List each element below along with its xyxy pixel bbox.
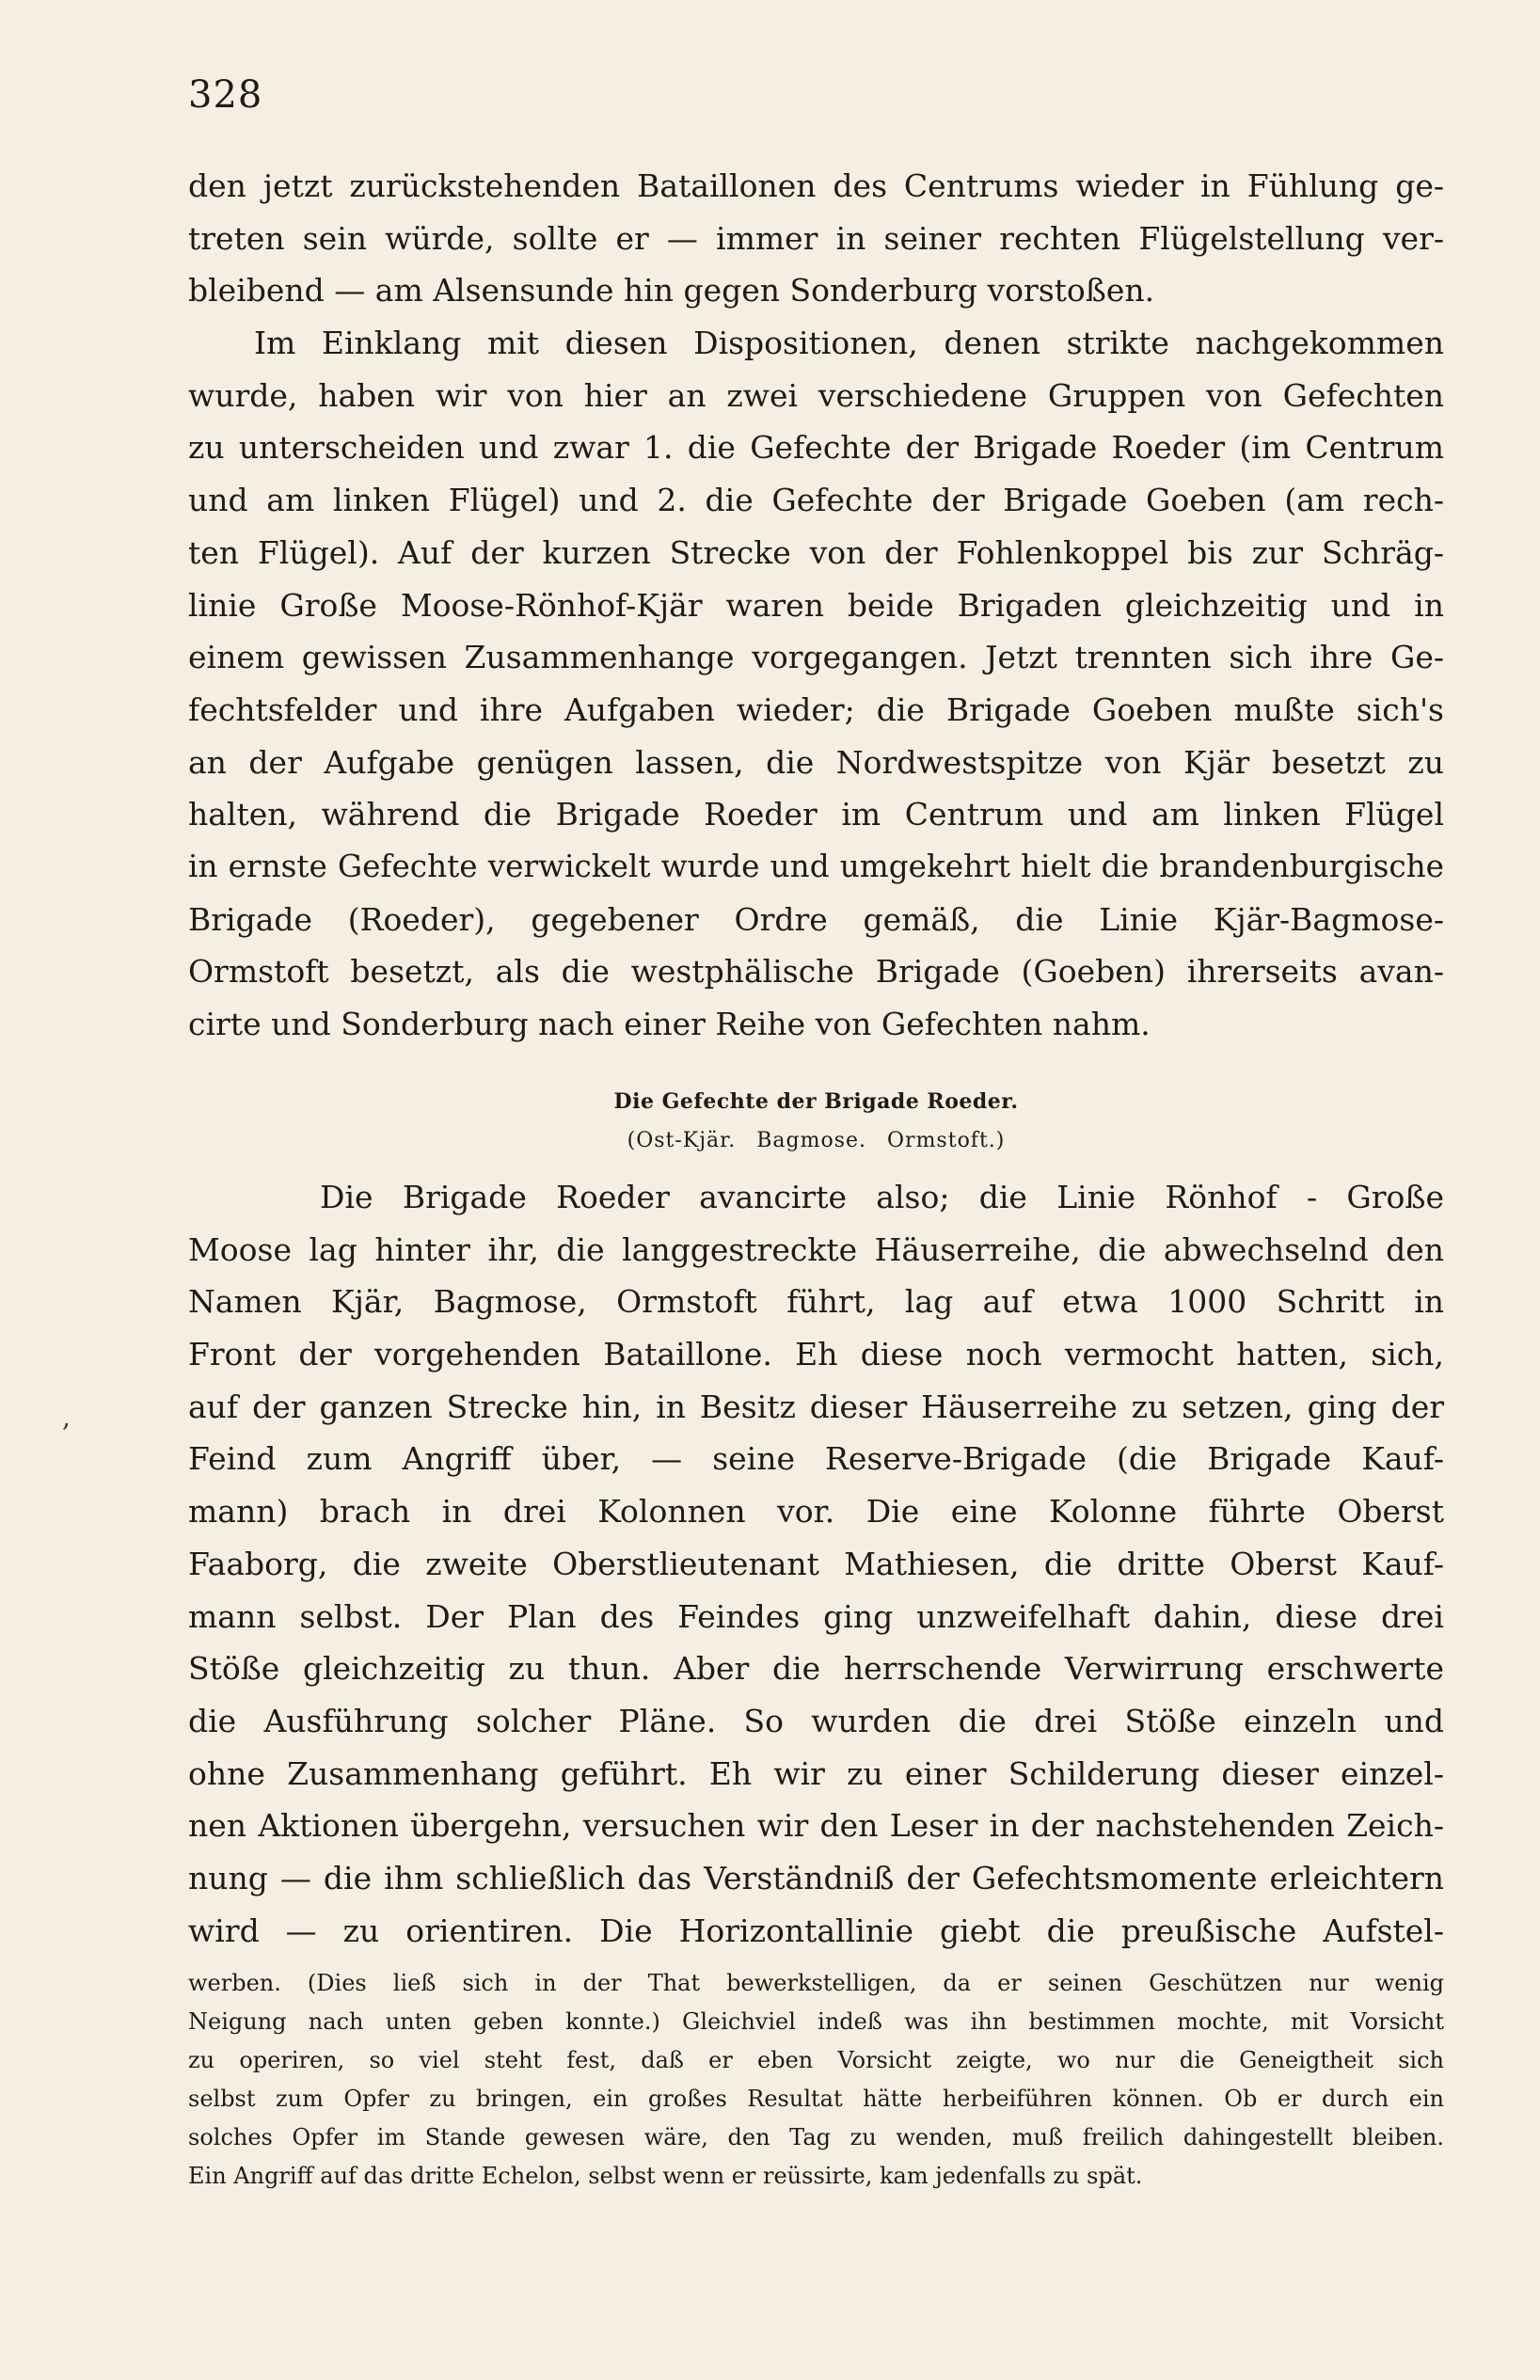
text-line: auf der ganzen Strecke hin, in Besitz dieser Häuserreihe zu setzen, ging der: [188, 1388, 1444, 1425]
text-line: Stöße gleichzeitig zu thun. Aber die herrschende Verwirrung erschwerte: [188, 1650, 1444, 1688]
footnote-line: Ein Angriff auf das dritte Echelon, selbst wenn er reüssirte, kam jedenfalls zu spät.: [188, 2163, 1143, 2189]
text-line: Die Brigade Roeder avancirte also; die Linie Rönhof - Große: [320, 1179, 1444, 1215]
text-line: treten sein würde, sollte er — immer in seiner rechten Flügelstellung ver-: [188, 219, 1444, 257]
text-line: Namen Kjär, Bagmose, Ormstoft führt, lag auf etwa 1000 Schritt in: [188, 1283, 1444, 1321]
text-line: an der Aufgabe genügen lassen, die Nordwestspitze von Kjär besetzt zu: [188, 743, 1444, 781]
upper-text-block: [188, 160, 1444, 1051]
text-line: die Ausführung solcher Pläne. So wurden die drei Stöße einzeln und: [188, 1702, 1444, 1739]
text-line: fechtsfelder und ihre Aufgaben wieder; die Brigade Goeben mußte sich's: [188, 690, 1444, 728]
footnote: [188, 1964, 1444, 2196]
text-line: und am linken Flügel) und 2. die Gefechte der Brigade Goeben (am rech-: [188, 482, 1444, 519]
footnote-line: zu operiren, so viel steht fest, daß er eben Vorsicht zeigte, wo nur die Geneigtheit sich: [188, 2047, 1444, 2073]
text-line: Im Einklang mit diesen Dispositionen, denen strikte nachgekommen: [254, 325, 1444, 362]
footnote-line: werben. (Dies ließ sich in der That bewerkstelligen, da er seinen Geschützen nur wenig: [188, 1970, 1444, 1996]
text-line: ten Flügel). Auf der kurzen Strecke von der Fohlenkoppel bis zur Schräg-: [188, 533, 1444, 571]
text-line: Moose lag hinter ihr, die langgestreckte Häuserreihe, die abwechselnd den: [188, 1230, 1444, 1268]
text-line: Faaborg, die zweite Oberstlieutenant Mathiesen, die dritte Oberst Kauf-: [188, 1545, 1444, 1582]
text-line: Front der vorgehenden Bataillone. Eh diese noch vermocht hatten, sich,: [188, 1336, 1444, 1373]
text-line: Brigade (Roeder), gegebener Ordre gemäß, die Linie Kjär-Bagmose-: [188, 900, 1444, 938]
text-line: ohne Zusammenhang geführt. Eh wir zu einer Schilderung dieser einzel-: [188, 1754, 1444, 1792]
text-line: mann) brach in drei Kolonnen vor. Die eine Kolonne führte Oberst: [188, 1493, 1444, 1531]
footnote-line: selbst zum Opfer zu bringen, ein großes Resultat hätte herbeiführen können. Ob er durch ein: [188, 2086, 1444, 2112]
text-line: Feind zum Angriff über, — seine Reserve-Brigade (die Brigade Kauf-: [188, 1440, 1444, 1478]
section-title: Die Gefechte der Brigade Roeder.: [613, 1089, 1019, 1114]
section-subtitle: (Ost-Kjär. Bagmose. Ormstoft.): [627, 1129, 1006, 1152]
text-line: halten, während die Brigade Roeder im Centrum und am linken Flügel: [188, 796, 1444, 833]
text-line: bleibend — am Alsensunde hin gegen Sonderburg vorstoßen.: [188, 272, 1155, 309]
text-line: cirte und Sonderburg nach einer Reihe von Gefechten nahm.: [188, 1006, 1151, 1042]
text-line: zu unterscheiden und zwar 1. die Gefechte der Brigade Roeder (im Centrum: [188, 429, 1444, 467]
text-line: den jetzt zurückstehenden Bataillonen des Centrums wieder in Fühlung ge-: [188, 167, 1444, 204]
page-number: 328: [188, 73, 263, 117]
footnote-line: Neigung nach unten geben konnte.) Gleichviel indeß was ihn bestimmen mochte, mit Vorsicht: [188, 2008, 1444, 2035]
text-line: Ormstoft besetzt, als die westphälische Brigade (Goeben) ihrerseits avan-: [188, 953, 1444, 991]
text-line: mann selbst. Der Plan des Feindes ging unzweifelhaft dahin, diese drei: [188, 1597, 1444, 1635]
text-line: wurde, haben wir von hier an zwei verschiedene Gruppen von Gefechten: [188, 376, 1444, 414]
text-line: linie Große Moose-Rönhof-Kjär waren beide Brigaden gleichzeitig und in: [188, 586, 1444, 624]
text-line: nen Aktionen übergehn, versuchen wir den Leser in der nachstehenden Zeich-: [188, 1807, 1444, 1845]
margin-mark: ,: [62, 1402, 71, 1433]
text-line: wird — zu orientiren. Die Horizontallinie giebt die preußische Aufstel-: [188, 1912, 1444, 1949]
lower-text-block: [188, 1171, 1444, 1957]
footnote-line: solches Opfer im Stande gewesen wäre, den Tag zu wenden, muß freilich dahingestellt bleiben.: [188, 2124, 1444, 2150]
text-line: einem gewissen Zusammenhange vorgegangen. Jetzt trennten sich ihre Ge-: [188, 639, 1444, 676]
text-line: in ernste Gefechte verwickelt wurde und umgekehrt hielt die brandenburgische: [188, 848, 1444, 884]
text-line: nung — die ihm schließlich das Verständniß der Gefechtsmomente erleichtern: [188, 1859, 1444, 1896]
